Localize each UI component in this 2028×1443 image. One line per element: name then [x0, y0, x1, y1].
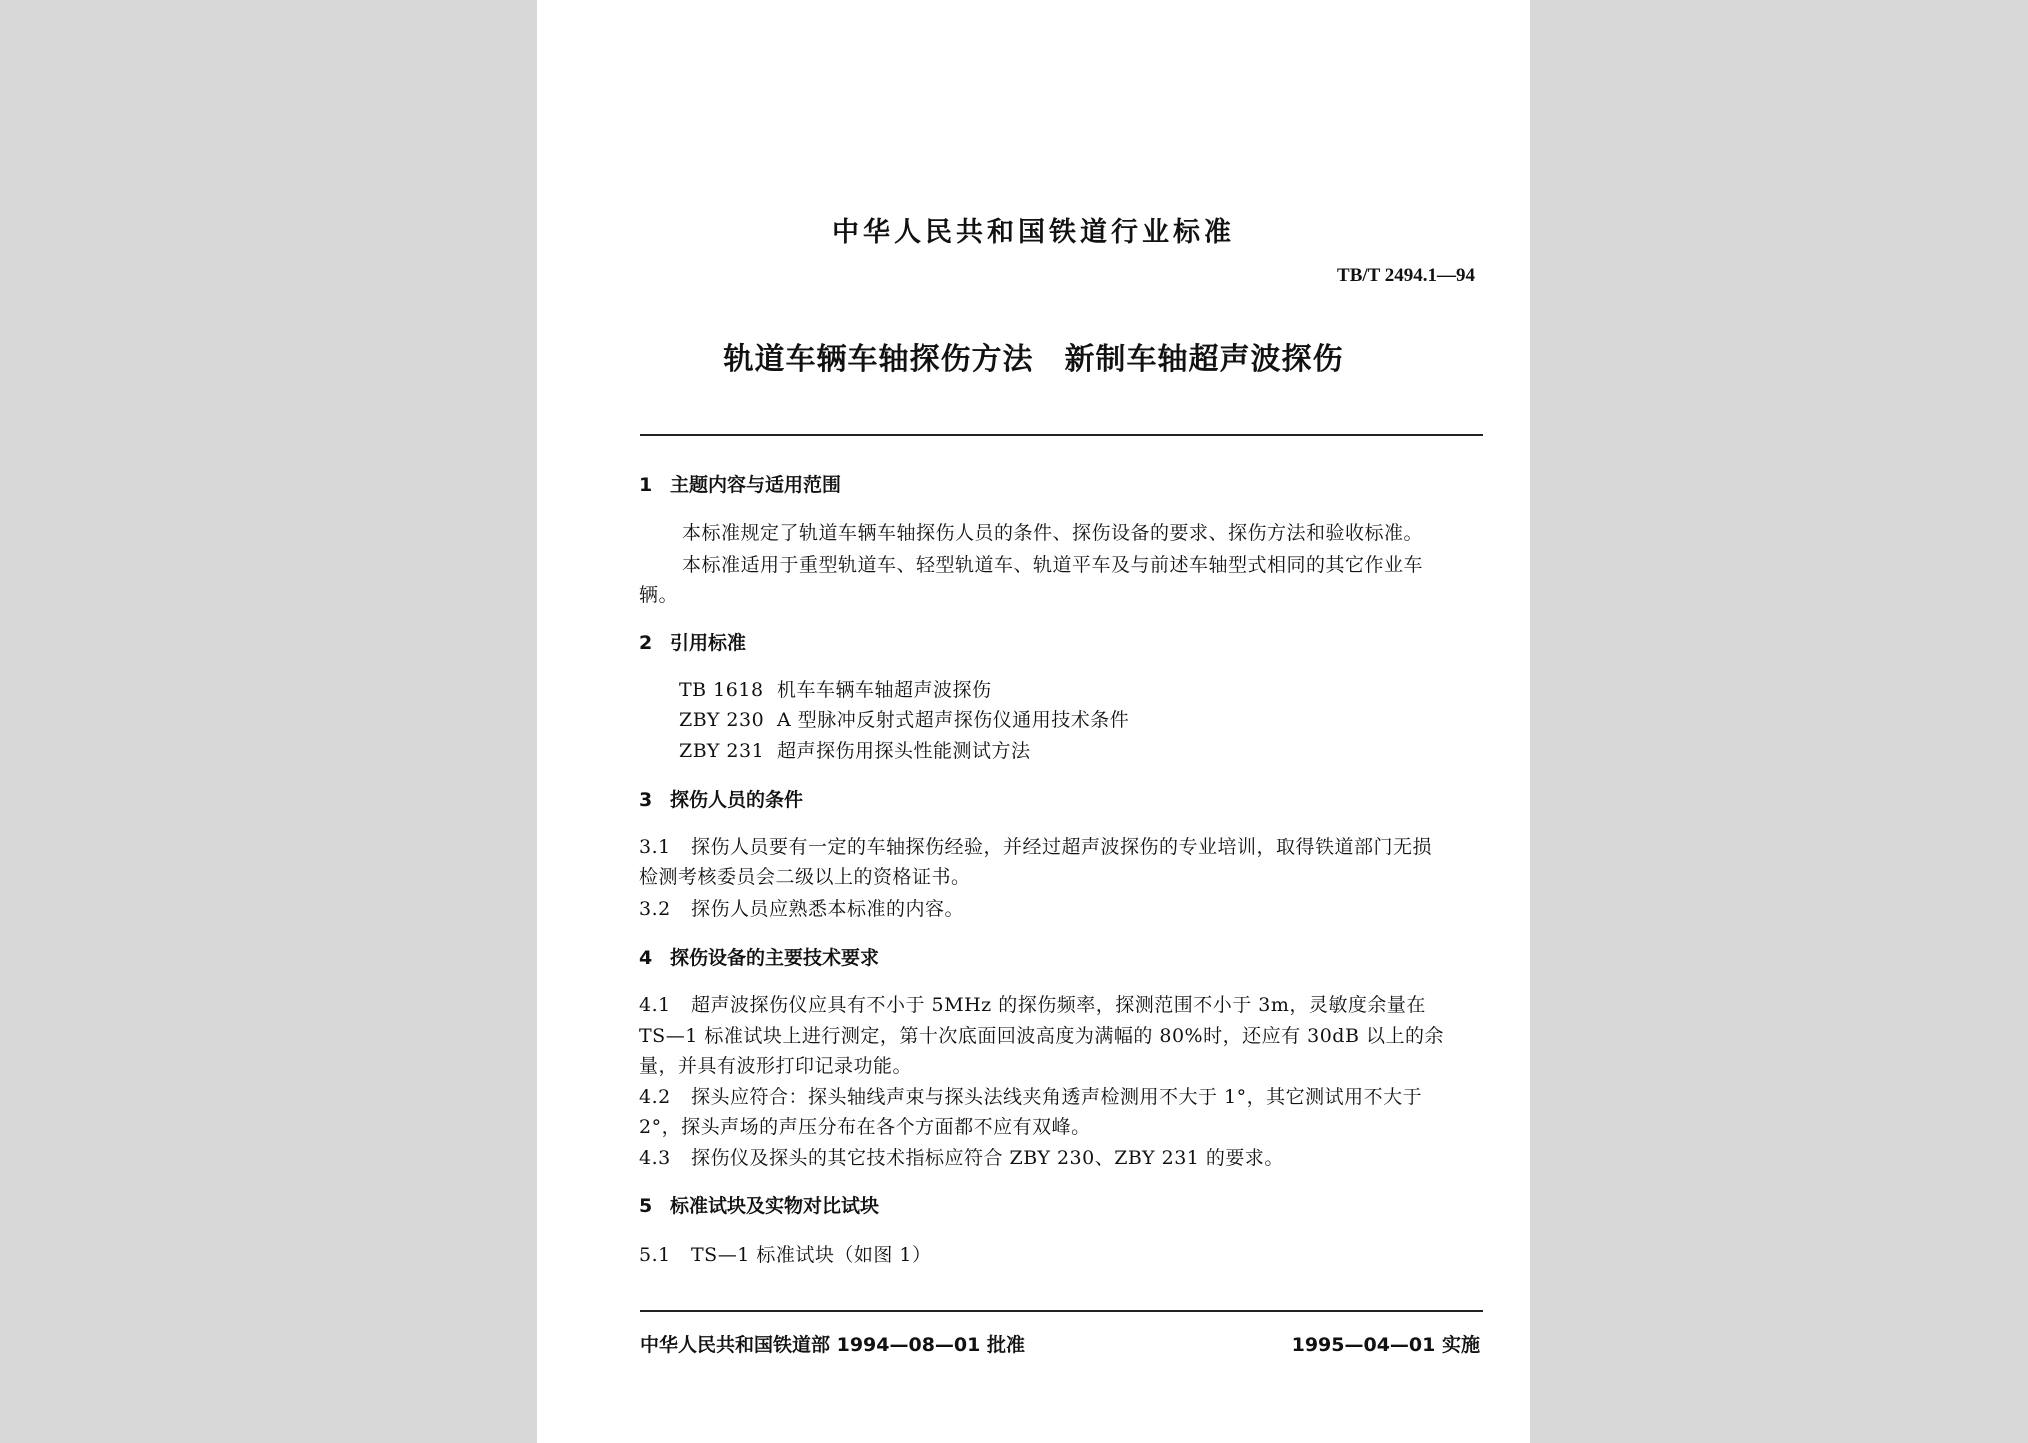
- section-number: 3: [639, 789, 653, 811]
- clause-number: 5.1: [639, 1244, 671, 1266]
- section-5-heading: [639, 1191, 879, 1218]
- section-number: 5: [639, 1195, 653, 1217]
- clause-4-1-line-1: [639, 990, 1426, 1017]
- clause-number: 3.2: [639, 898, 671, 920]
- org-title: 中华人民共和国铁道行业标准: [832, 217, 1235, 248]
- top-rule: [640, 434, 1483, 436]
- section-2-heading: [639, 628, 746, 655]
- bottom-rule: [640, 1310, 1483, 1312]
- section-number: 4: [639, 947, 653, 969]
- clause-4-3: [639, 1143, 1284, 1170]
- reference-title: 超声探伤用探头性能测试方法: [777, 740, 1031, 762]
- clause-4-2-line-2: 2°，探头声场的声压分布在各个方面都不应有双峰。: [639, 1116, 1091, 1138]
- section-1-para-2-line-1: 本标准适用于重型轨道车、轻型轨道车、轨道平车及与前述车轴型式相同的其它作业车: [682, 554, 1424, 576]
- clause-text: TS—1 标准试块（如图 1）: [691, 1244, 932, 1266]
- reference-title: 机车车辆车轴超声波探伤: [777, 679, 992, 701]
- clause-text: 探伤人员应熟悉本标准的内容。: [691, 898, 965, 920]
- clause-number: 4.3: [639, 1147, 671, 1169]
- section-1-para-1: 本标准规定了轨道车辆车轴探伤人员的条件、探伤设备的要求、探伤方法和验收标准。: [682, 522, 1424, 544]
- clause-text: 超声波探伤仪应具有不小于 5MHz 的探伤频率，探测范围不小于 3m，灵敏度余量在: [691, 994, 1426, 1016]
- document-title: 轨道车辆车轴探伤方法 新制车轴超声波探伤: [723, 342, 1344, 377]
- section-title: 标准试块及实物对比试块: [670, 1195, 880, 1217]
- reference-item: [679, 675, 992, 702]
- clause-5-1: [639, 1240, 931, 1267]
- clause-number: 4.1: [639, 994, 671, 1016]
- document-page: [537, 0, 1530, 1443]
- section-title: 探伤设备的主要技术要求: [670, 947, 880, 969]
- reference-code: TB 1618: [679, 679, 764, 701]
- reference-item: [679, 736, 1031, 763]
- clause-text: 探伤仪及探头的其它技术指标应符合 ZBY 230、ZBY 231 的要求。: [691, 1147, 1284, 1169]
- section-4-heading: [639, 943, 879, 970]
- reference-item: [679, 705, 1129, 732]
- standard-code: TB/T 2494.1—94: [1337, 265, 1475, 286]
- clause-4-1-line-2: TS—1 标准试块上进行测定，第十次底面回波高度为满幅的 80%时，还应有 30dB 以上的余: [639, 1025, 1444, 1047]
- approval-date: 中华人民共和国铁道部 1994—08—01 批准: [640, 1334, 1025, 1356]
- section-3-heading: [639, 785, 803, 812]
- section-title: 探伤人员的条件: [670, 789, 804, 811]
- section-1-heading: [639, 470, 841, 497]
- clause-number: 4.2: [639, 1086, 671, 1108]
- clause-3-2: [639, 894, 964, 921]
- section-title: 引用标准: [670, 632, 747, 654]
- section-title: 主题内容与适用范围: [670, 474, 842, 496]
- clause-text: 探伤人员要有一定的车轴探伤经验，并经过超声波探伤的专业培训，取得铁道部门无损: [691, 836, 1433, 858]
- section-number: 1: [639, 474, 653, 496]
- clause-3-1-line-1: [639, 832, 1432, 859]
- clause-3-1-line-2: 检测考核委员会二级以上的资格证书。: [639, 866, 971, 888]
- reference-title: A 型脉冲反射式超声探伤仪通用技术条件: [777, 709, 1130, 731]
- implementation-date: 1995—04—01 实施: [1291, 1334, 1480, 1356]
- section-number: 2: [639, 632, 653, 654]
- clause-4-1-line-3: 量，并具有波形打印记录功能。: [639, 1055, 913, 1077]
- clause-4-2-line-1: [639, 1082, 1422, 1109]
- reference-code: ZBY 230: [679, 709, 765, 731]
- section-1-para-2-line-2: 辆。: [639, 584, 679, 606]
- clause-number: 3.1: [639, 836, 671, 858]
- reference-code: ZBY 231: [679, 740, 765, 762]
- clause-text: 探头应符合：探头轴线声束与探头法线夹角透声检测用不大于 1°，其它测试用不大于: [691, 1086, 1423, 1108]
